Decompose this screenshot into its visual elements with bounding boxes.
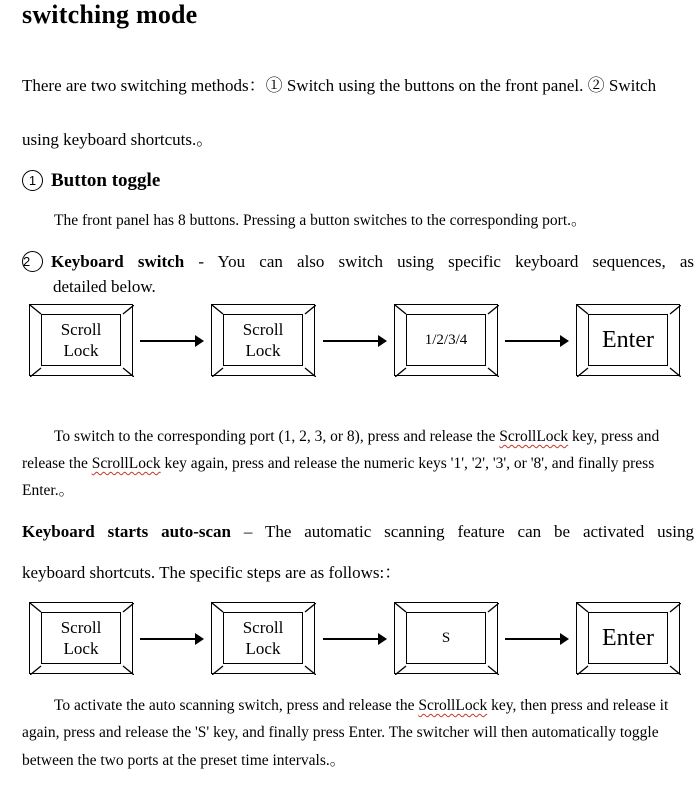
arrow-icon — [505, 638, 567, 640]
section2-heading-row — [22, 251, 694, 273]
section2-heading: Keyboard switch — [51, 252, 185, 271]
key-number — [394, 304, 498, 376]
para1-line-3: Enter.。 — [22, 482, 75, 499]
para1-line-2: release the ScrollLock key again, press and release the numeric keys '1', '2', '3', or '8', and finally press — [22, 455, 655, 472]
key-label: 1/2/3/4 — [406, 314, 486, 366]
key-label: Scroll Lock — [41, 612, 121, 664]
key-enter — [576, 304, 680, 376]
section1-heading: Button toggle — [51, 170, 161, 191]
scrolllock-term: ScrollLock — [499, 428, 569, 445]
key-label: S — [406, 612, 486, 664]
autoscan-heading: Keyboard starts auto-scan — [22, 522, 231, 541]
scrolllock-term: ScrollLock — [418, 697, 488, 714]
intro-line-1: There are two switching methods：① Switch using the buttons on the front panel. ② Switch — [22, 76, 657, 95]
key-label: Enter — [588, 314, 668, 366]
para2-line-1: To activate the auto scanning switch, press and release the ScrollLock key, then press and release it — [54, 697, 669, 714]
arrow-icon — [505, 340, 567, 342]
para1-line-1: To switch to the corresponding port (1, 2, 3, or 8), press and release the ScrollLock key, press and — [54, 428, 660, 445]
arrow-icon — [323, 340, 385, 342]
key-scroll-lock — [211, 304, 315, 376]
intro-line-2: using keyboard shortcuts.。 — [22, 130, 214, 149]
key-scroll-lock — [211, 602, 315, 674]
section1-heading-row — [22, 170, 160, 192]
key-label: Enter — [588, 612, 668, 664]
key-label: Scroll Lock — [223, 612, 303, 664]
section2-line1: - You can also switch using specific keyboard sequences, as — [198, 252, 695, 271]
arrow-icon — [140, 340, 202, 342]
key-scroll-lock — [29, 602, 133, 674]
arrow-icon — [140, 638, 202, 640]
circled-number-1: 1 — [22, 170, 43, 191]
autoscan-line1: – The automatic scanning feature can be activated using — [243, 522, 695, 541]
para2-line-3: between the two ports at the preset time intervals.。 — [22, 752, 346, 769]
para2-line-2: again, press and release the 'S' key, and finally press Enter. The switcher will then automatically toggle — [22, 724, 659, 741]
autoscan-heading-row — [22, 521, 694, 543]
autoscan-line2: keyboard shortcuts. The specific steps are as follows:： — [22, 563, 402, 582]
key-scroll-lock — [29, 304, 133, 376]
page-title: switching mode — [22, 0, 198, 29]
key-s — [394, 602, 498, 674]
circled-number-2: 2 — [22, 251, 43, 272]
section2-line2: detailed below. — [53, 277, 156, 296]
scrolllock-term: ScrollLock — [91, 455, 161, 472]
key-enter — [576, 602, 680, 674]
arrow-icon — [323, 638, 385, 640]
key-label: Scroll Lock — [41, 314, 121, 366]
key-label: Scroll Lock — [223, 314, 303, 366]
section1-text: The front panel has 8 buttons. Pressing a button switches to the corresponding port.。 — [54, 212, 587, 229]
